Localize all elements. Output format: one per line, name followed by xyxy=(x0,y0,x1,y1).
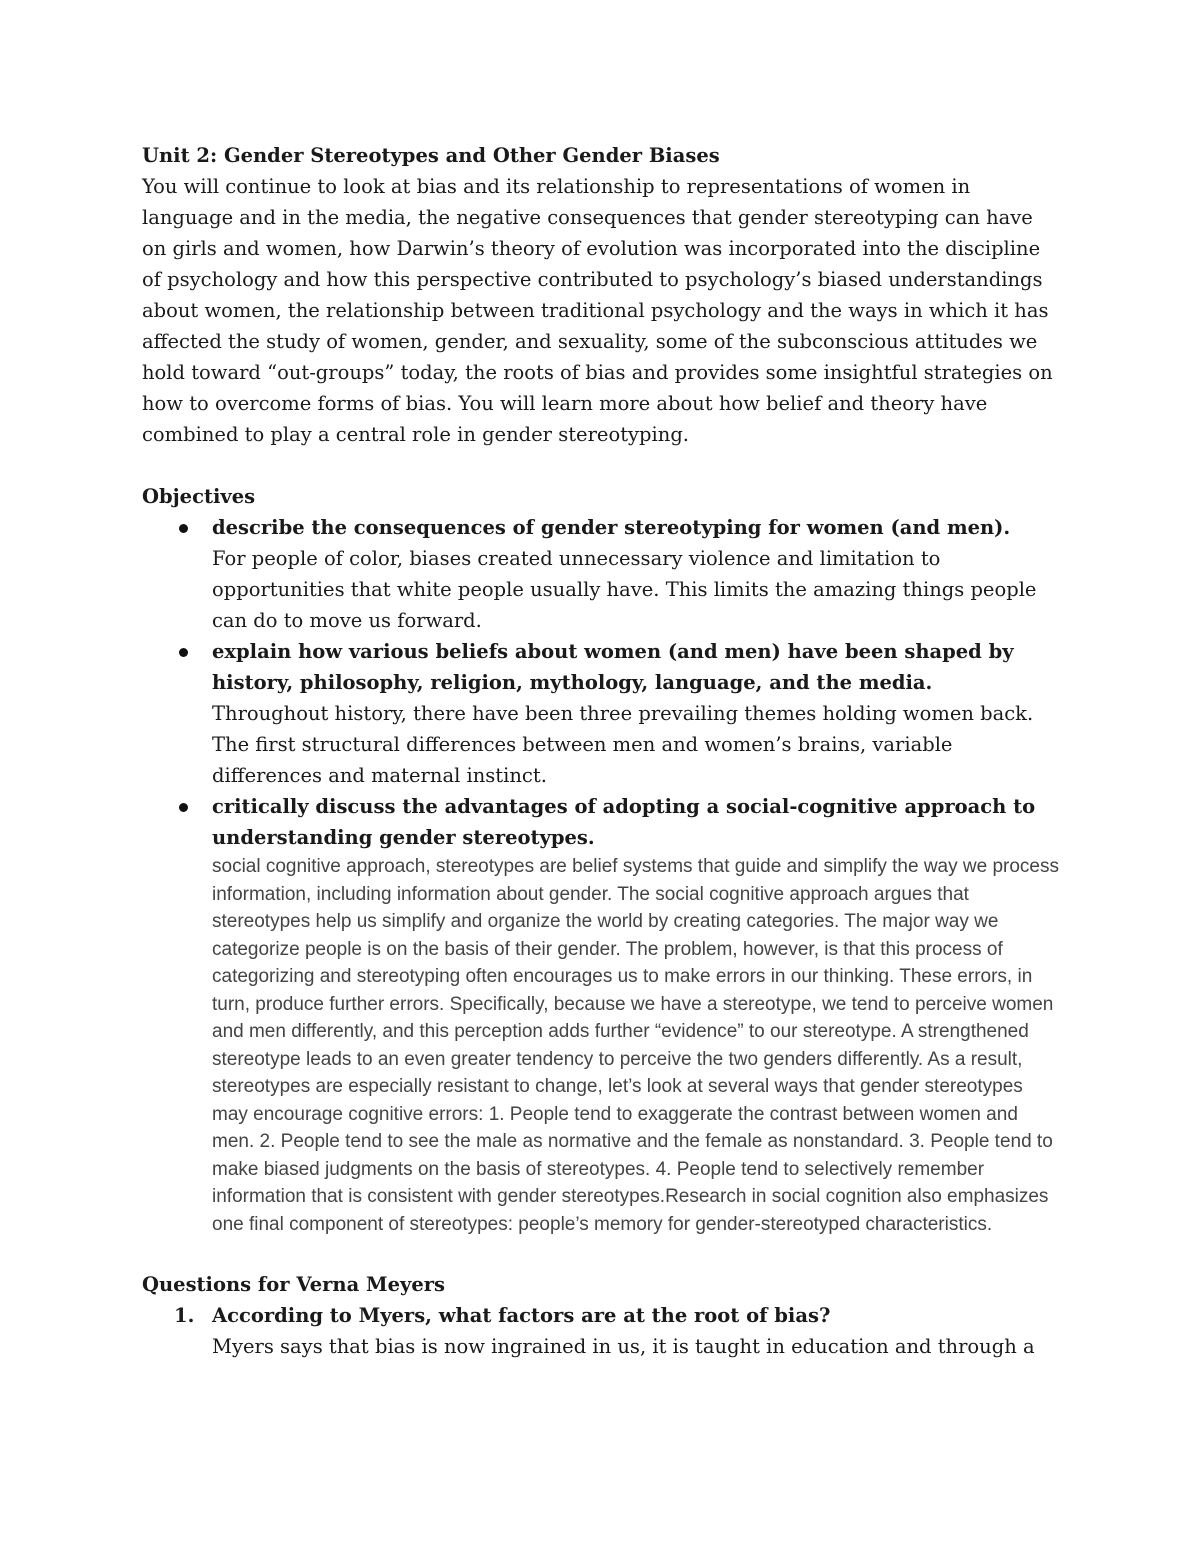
questions-list xyxy=(142,1300,1062,1362)
objective-answer: Throughout history, there have been three prevailing themes holding women back. The first structural differences between men and women’s brains, variable differences and maternal instinct. xyxy=(212,702,1034,787)
unit-intro: You will continue to look at bias and its relationship to representations of women in language and in the media, the negative consequences that gender stereotyping can have on girls and women, how Darwin’s theory of evolution was incorporated into the discipline of psychology and how this perspective contributed to psychology’s biased understandings about women, the relationship between traditional psychology and the ways in which it has affected the study of women, gender, and sexuality, some of the subconscious attitudes we hold toward “out-groups” today, the roots of bias and provides some insightful strategies on how to overcome forms of bias. You will learn more about how belief and theory have combined to play a central role in gender stereotyping. xyxy=(142,175,1053,446)
unit-title: Unit 2: Gender Stereotypes and Other Gender Biases xyxy=(142,144,720,167)
document-body xyxy=(142,140,1062,1362)
objective-item xyxy=(142,636,1062,791)
questions-heading: Questions for Verna Meyers xyxy=(142,1273,445,1296)
objectives-heading: Objectives xyxy=(142,485,256,508)
spacer xyxy=(142,1238,1062,1269)
bullet-icon xyxy=(179,524,188,533)
objectives-list xyxy=(142,512,1062,1238)
question-item xyxy=(142,1300,1062,1362)
objective-answer: For people of color, biases created unnecessary violence and limitation to opportunities that white people usually have. This limits the amazing things people can do to move us forward. xyxy=(212,547,1037,632)
bullet-icon xyxy=(179,803,188,812)
question-prompt: According to Myers, what factors are at the root of bias? xyxy=(212,1304,831,1327)
objective-answer: social cognitive approach, stereotypes are belief systems that guide and simplify the way we process information, including information about gender. The social cognitive approach argues that stereotypes help us simplify and organize the world by creating categories. The major way we categorize people is on the basis of their gender. The problem, however, is that this process of categorizing and stereotyping often encourages us to make errors in our thinking. These errors, in turn, produce further errors. Specifically, because we have a stereotype, we tend to perceive women and men differently, and this perception adds further “evidence” to our stereotype. A strengthened stereotype leads to an even greater tendency to perceive the two genders differently. As a result, stereotypes are especially resistant to change, let’s look at several ways that gender stereotypes may encourage cognitive errors: 1. People tend to exaggerate the contrast between women and men. 2. People tend to see the male as normative and the female as nonstandard. 3. People tend to make biased judgments on the basis of stereotypes. 4. People tend to selectively remember information that is consistent with gender stereotypes.Research in social cognition also emphasizes one final component of stereotypes: people’s memory for gender-stereotyped characteristics. xyxy=(212,856,1059,1235)
objective-item xyxy=(142,512,1062,636)
question-answer: Myers says that bias is now ingrained in us, it is taught in education and through a xyxy=(212,1335,1035,1358)
spacer xyxy=(142,450,1062,481)
objective-prompt: critically discuss the advantages of adopting a social-cognitive approach to understanding gender stereotypes. xyxy=(212,795,1036,849)
question-number: 1. xyxy=(174,1304,195,1327)
bullet-icon xyxy=(179,648,188,657)
objective-prompt: describe the consequences of gender stereotyping for women (and men). xyxy=(212,516,1011,539)
objective-prompt: explain how various beliefs about women (and men) have been shaped by history, philosophy, religion, mythology, language, and the media. xyxy=(212,640,1014,694)
objective-item xyxy=(142,791,1062,1238)
